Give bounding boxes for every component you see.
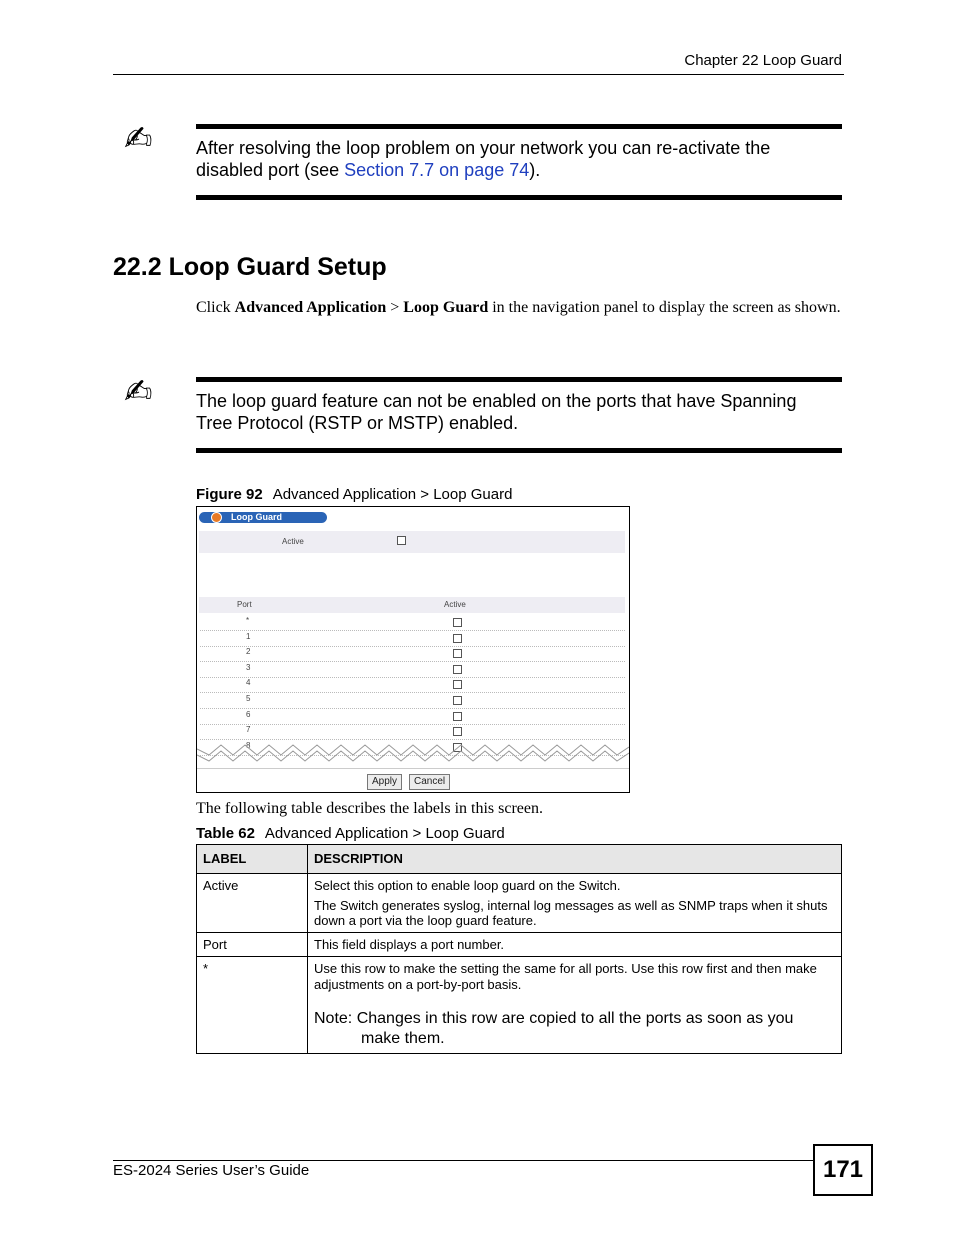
port-active-checkbox[interactable] (453, 696, 462, 705)
button-divider (197, 768, 629, 769)
header-label: LABEL (197, 845, 308, 874)
note-line-2: make them. (361, 1030, 445, 1047)
port-row (200, 709, 625, 725)
intro-bold-advanced: Advanced Application (234, 299, 387, 316)
port-active-checkbox[interactable] (453, 634, 462, 643)
note-line-1: Note: Changes in this row are copied to all the ports as soon as you (314, 1010, 794, 1027)
description-line: Use this row to make the setting the same for all ports. Use this row first and then make adjustments on a port-by-port basis. (314, 961, 817, 992)
footer-guide-title: ES-2024 Series User’s Guide (113, 1162, 310, 1179)
port-row (200, 677, 625, 693)
table-row (197, 933, 842, 957)
intro-bold-loop-guard: Loop Guard (403, 299, 489, 316)
port-label: * (246, 616, 250, 625)
section-title: 22.2 Loop Guard Setup (113, 253, 387, 281)
header-description: DESCRIPTION (308, 845, 842, 874)
port-row (200, 662, 625, 678)
loop-guard-screenshot (196, 506, 630, 793)
port-active-checkbox[interactable] (453, 665, 462, 674)
footer-rule (113, 1160, 813, 1161)
note-text (196, 137, 836, 181)
table-caption-text: Advanced Application > Loop Guard (264, 825, 505, 842)
note-bottom-bar (196, 448, 842, 453)
section-link[interactable]: Section 7.7 on page 74 (344, 160, 530, 180)
row-label: * (197, 957, 308, 1054)
table-caption (196, 825, 505, 842)
note-top-bar (196, 377, 842, 382)
row-label: Active (197, 874, 308, 933)
note-bottom-bar (196, 195, 842, 200)
note-text-before: After resolving the loop problem on your network you can re-activate the disabled port (see (196, 138, 771, 180)
row-description: This field displays a port number. (308, 933, 842, 957)
screen-title: Loop Guard (231, 512, 282, 522)
note-text-after: ). (529, 160, 541, 180)
port-active-checkbox[interactable] (453, 712, 462, 721)
port-label: 1 (246, 631, 251, 641)
table-row (197, 874, 842, 933)
port-label: 5 (246, 694, 251, 703)
chapter-header: Chapter 22 Loop Guard (684, 52, 842, 69)
col-port-header: Port (237, 600, 252, 609)
port-label: 8 (246, 740, 251, 750)
header-rule (113, 74, 844, 75)
table-caption-label: Table 62 (196, 825, 255, 842)
active-checkbox[interactable] (397, 536, 406, 545)
port-row (200, 631, 625, 647)
note-top-bar (196, 124, 842, 129)
intro-text-end: in the navigation panel to display the screen as shown. (488, 299, 841, 316)
port-active-checkbox[interactable] (453, 680, 462, 689)
port-label: 6 (246, 709, 251, 719)
port-row (200, 615, 625, 631)
page-number: 171 (813, 1144, 873, 1196)
cancel-button[interactable]: Cancel (409, 774, 450, 790)
apply-button[interactable]: Apply (367, 774, 402, 790)
table-header-row (197, 845, 842, 874)
intro-paragraph (196, 297, 841, 318)
intro-separator: > (386, 299, 404, 316)
row-description (308, 957, 842, 1054)
port-label: 2 (246, 647, 251, 657)
port-active-checkbox[interactable] (453, 649, 462, 658)
description-note (314, 1009, 835, 1049)
table-row (197, 957, 842, 1054)
port-row (200, 646, 625, 662)
active-row (199, 531, 625, 553)
figure-caption-label: Figure 92 (196, 486, 263, 503)
description-table (196, 844, 842, 1054)
port-label: 4 (246, 678, 251, 688)
description-line: The Switch generates syslog, internal log messages as well as SNMP traps when it shuts down a port via the loop guard feature. (314, 898, 828, 928)
orange-ball-icon (211, 512, 222, 523)
port-row (200, 693, 625, 709)
figure-caption (196, 486, 512, 503)
figure-caption-text: Advanced Application > Loop Guard (272, 486, 513, 503)
port-label: 3 (246, 662, 251, 672)
screen-title-bar (199, 512, 327, 523)
note-pen-icon: ✍ (124, 119, 153, 159)
row-label: Port (197, 933, 308, 957)
intro-text: Click (196, 299, 235, 316)
row-description (308, 874, 842, 933)
port-row (200, 724, 625, 740)
port-active-checkbox[interactable] (453, 727, 462, 736)
table-intro: The following table describes the labels in this screen. (196, 800, 544, 817)
note-text: The loop guard feature can not be enabled on the ports that have Spanning Tree Protocol (RSTP or MSTP) enabled. (196, 391, 797, 433)
truncation-zigzag (197, 740, 629, 765)
active-label: Active (282, 537, 304, 546)
description-line: Select this option to enable loop guard on the Switch. (314, 878, 621, 893)
port-label: 7 (246, 725, 251, 735)
port-header-row (199, 597, 625, 613)
col-active-header: Active (444, 600, 466, 609)
note-pen-icon: ✍ (124, 372, 153, 412)
port-active-checkbox[interactable] (453, 618, 462, 627)
